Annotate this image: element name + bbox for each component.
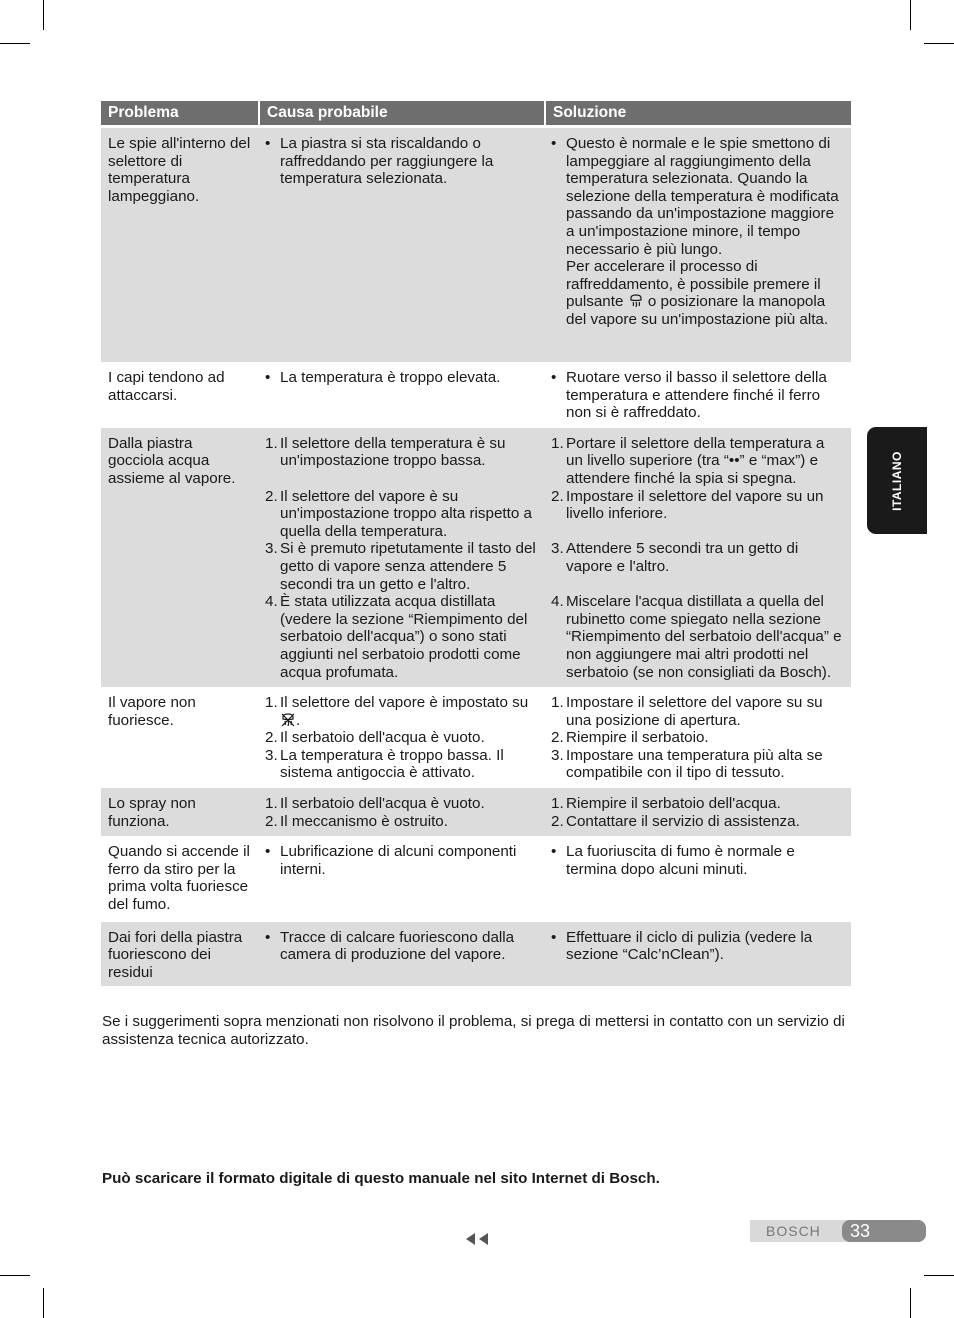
cause-item: 3. Si è premuto ripetutamente il tasto del getto di vapore senza attendere 5 secondi tra un getto e l'altro. (265, 540, 536, 593)
table-row (101, 687, 851, 788)
solution-item: • La fuoriuscita di fumo è normale e termina dopo alcuni minuti. (551, 843, 845, 878)
table-row (101, 836, 851, 921)
solution-text: Per accelerare il processo di raffreddamento, è possibile premere il pulsante (566, 258, 821, 311)
solution-item: 1. Riempire il serbatoio dell'acqua. (551, 795, 781, 813)
solution-cell (544, 836, 851, 921)
problem-cell: Dalla piastra gocciola acqua assieme al vapore. (101, 428, 258, 687)
language-tab-label: ITALIANO (890, 450, 904, 511)
page-number: 33 (850, 1221, 871, 1241)
solution-item: 3. Impostare una temperatura più alta se compatibile con il tipo di tessuto. (551, 746, 823, 782)
troubleshooting-table (101, 101, 851, 986)
table-header-row (101, 101, 851, 128)
table-row (101, 922, 851, 986)
cause-item: • Tracce di calcare fuoriescono dalla camera di produzione del vapore. (265, 929, 538, 964)
problem-cell: Il vapore non fuoriesce. (101, 687, 258, 788)
crop-mark (43, 0, 44, 30)
back-arrows-icon (464, 1232, 490, 1246)
crop-mark (910, 1288, 911, 1318)
steam-off-icon (280, 712, 296, 728)
crop-mark (43, 1288, 44, 1318)
solution-item: 2. Riempire il serbatoio. (551, 729, 709, 747)
cause-cell (258, 788, 544, 836)
solution-cell (544, 362, 851, 428)
cause-item: 1. Il selettore della temperatura è su un'impostazione troppo bassa. (265, 434, 506, 470)
cause-item: 1. Il selettore del vapore è impostato su . (265, 694, 529, 729)
download-notice: Può scaricare il formato digitale di questo manuale nel sito Internet di Bosch. (102, 1170, 660, 1187)
table-row (101, 128, 851, 362)
solution-item: 2. Contattare il servizio di assistenza. (551, 812, 800, 830)
problem-cell: I capi tendono ad attaccarsi. (101, 362, 258, 428)
solution-item (551, 135, 845, 329)
cause-item: • Lubrificazione di alcuni componenti interni. (265, 843, 538, 878)
header-solution: Soluzione (544, 101, 851, 128)
crop-mark (0, 43, 30, 44)
crop-mark (910, 0, 911, 30)
cause-cell (258, 128, 544, 362)
problem-cell: Lo spray non funziona. (101, 788, 258, 836)
cause-cell (258, 428, 544, 687)
cause-cell (258, 362, 544, 428)
solution-item: 2. Impostare il selettore del vapore su un livello inferiore. (551, 487, 824, 523)
cause-item: 2. Il serbatoio dell'acqua è vuoto. (265, 729, 485, 747)
solution-cell (544, 128, 851, 362)
solution-cell (544, 788, 851, 836)
solution-cell (544, 687, 851, 788)
header-cause: Causa probabile (258, 101, 544, 128)
crop-mark (0, 1275, 30, 1276)
solution-cell (544, 428, 851, 687)
header-problem: Problema (101, 101, 258, 128)
solution-item: • Ruotare verso il basso il selettore della temperatura e attendere finché il ferro non si è raffreddato. (551, 369, 845, 422)
table-row (101, 428, 851, 687)
solution-item: 1. Impostare il selettore del vapore su su una posizione di apertura. (551, 694, 823, 729)
table-row (101, 362, 851, 428)
cause-item: 4. È stata utilizzata acqua distillata (vedere la sezione “Riempimento del serbatoio dell'acqua”) o sono stati aggiunti nel serbatoio prodotti come acqua profumata. (265, 593, 528, 681)
cause-item: • La temperatura è troppo elevata. (265, 369, 538, 387)
solution-text: Questo è normale e le spie smettono di lampeggiare al raggiungimento della temperatura selezionata. Quando la selezione della temperatura è modificata passando da un'impostazione maggiore a un'impostazione minore, il tempo necessario è più lungo. (566, 135, 839, 258)
cause-cell (258, 836, 544, 921)
solution-item: 4. Miscelare l'acqua distillata a quella del rubinetto come spiegato nella sezione “Riempimento del serbatoio dell'acqua” e non aggiungere mai altri prodotti nel serbatoio (se non consigliati da Bosch). (551, 593, 842, 681)
crop-mark (924, 43, 954, 44)
cause-item: 2. Il selettore del vapore è su un'impostazione troppo alta rispetto a quella della temperatura. (265, 487, 532, 540)
problem-cell: Dai fori della piastra fuoriescono dei residui (101, 922, 258, 986)
cause-item: 3. La temperatura è troppo bassa. Il sistema antigoccia è attivato. (265, 746, 504, 782)
assistance-note: Se i suggerimenti sopra menzionati non risolvono il problema, si prega di mettersi in contatto con un servizio di assistenza tecnica autorizzato. (102, 1013, 845, 1048)
cause-cell (258, 922, 544, 986)
crop-mark (924, 1275, 954, 1276)
solution-item: • Effettuare il ciclo di pulizia (vedere la sezione “Calc’nClean”). (551, 929, 845, 964)
problem-cell: Le spie all'interno del selettore di temperatura lampeggiano. (101, 128, 258, 362)
solution-item: 1. Portare il selettore della temperatura a un livello superiore (tra “••” e “max”) e attendere finché la spia si spegna. (551, 434, 825, 487)
problem-cell: Quando si accende il ferro da stiro per la prima volta fuoriesce del fumo. (101, 836, 258, 921)
cause-item: 1. Il serbatoio dell'acqua è vuoto. (265, 795, 485, 813)
brand-name: BOSCH (766, 1223, 821, 1239)
cause-item: • La piastra si sta riscaldando o raffreddando per raggiungere la temperatura selezionata. (265, 135, 538, 188)
table-row (101, 788, 851, 836)
solution-cell (544, 922, 851, 986)
language-tab (867, 427, 927, 534)
cause-item: 2. Il meccanismo è ostruito. (265, 812, 448, 830)
steam-shot-icon (628, 293, 644, 309)
solution-item: 3. Attendere 5 secondi tra un getto di vapore e l'altro. (551, 540, 799, 575)
cause-cell (258, 687, 544, 788)
solution-text: o posizionare la manopola del vapore su un'impostazione più alta. (566, 293, 829, 328)
